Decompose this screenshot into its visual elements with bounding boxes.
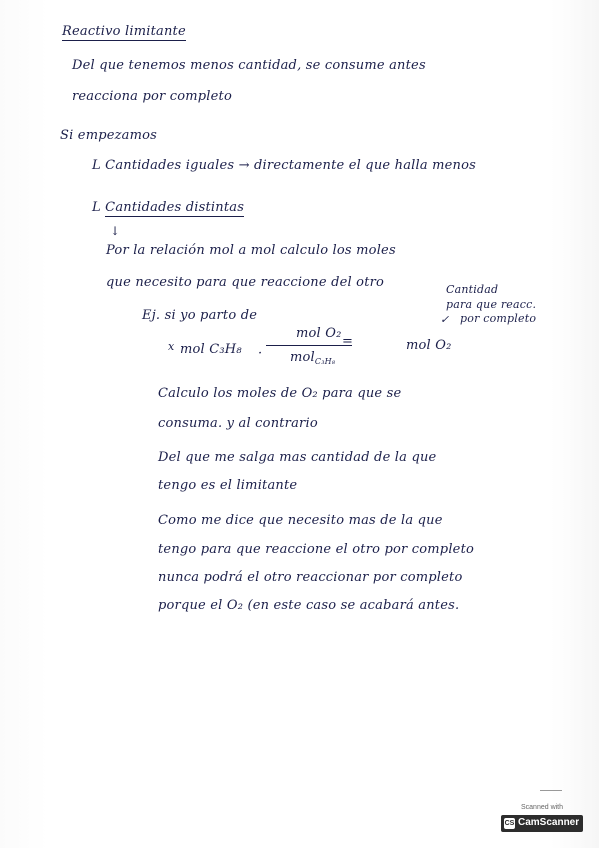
case-different-text: Cantidades distintas [105,200,245,215]
text-line: Como me dice que necesito mas de la que [158,513,443,528]
text-line: Del que tenemos menos cantidad, se consume antes [72,58,426,73]
side-note: por completo [460,312,537,325]
case-equal-label: L Cantidades iguales → directamente el que halla menos [92,158,477,173]
formula-dot: · [258,346,263,361]
page-edge-mark [540,790,562,791]
fraction-bar [266,345,352,346]
text-line: consuma. y al contrario [158,416,318,431]
text-line: tengo es el limitante [158,478,298,493]
camscanner-logo-icon: CS [504,820,515,827]
right-arrow-icon: → [238,158,250,173]
camscanner-bar [501,815,583,832]
camscanner-badge [499,804,585,834]
text-line: tengo para que reaccione el otro por completo [158,542,475,557]
down-arrow-icon: ↓ [110,224,121,238]
camscanner-brand: CamScanner [518,817,580,828]
case-equal-text: Cantidades iguales [105,158,235,173]
fraction-denominator-text: mol [290,350,315,365]
page-title: Reactivo limitante [62,24,186,39]
equals-sign: = [342,334,354,349]
text-line: porque el O₂ (en este caso se acabará antes. [158,598,460,613]
text-line: reacciona por completo [72,89,233,104]
text-line: Del que me salga mas cantidad de la que [158,450,437,465]
fraction-denominator-sub: C₃H₈ [314,357,336,366]
fraction-numerator: mol O₂ [296,326,342,341]
check-icon: ✓ [440,313,450,326]
side-note: Cantidad [446,283,499,296]
scanned-with-label: Scanned with [520,804,564,811]
case-different-label: L Cantidades distintas [92,200,245,215]
text-line: que necesito para que reaccione del otro [106,275,385,290]
formula-result: mol O₂ [406,338,452,353]
text-line: nunca podrá el otro reaccionar por completo [158,570,463,585]
case-equal-result: directamente el que halla menos [254,158,477,173]
text-line: Si empezamos [60,128,158,143]
formula-reactant: mol C₃H₈ [180,342,242,357]
fraction-denominator [290,350,335,366]
side-note: para que reacc. [446,298,537,311]
example-intro: Ej. si yo parto de [142,308,258,323]
text-line: Por la relación mol a mol calculo los moles [106,243,396,258]
text-line: Calculo los moles de O₂ para que se [158,386,402,401]
formula-x: x [168,340,175,353]
